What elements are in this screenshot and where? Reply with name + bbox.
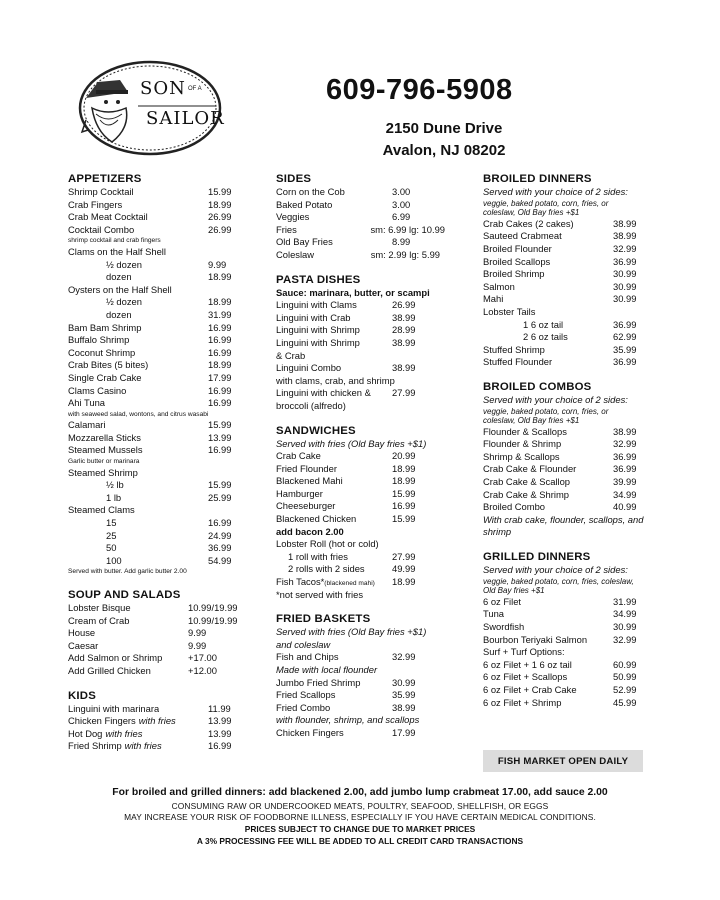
address-line2: Avalon, NJ 08202 [382,142,506,159]
menu-item [276,199,456,212]
menu-item [68,444,250,457]
item-price: 26.99 [208,211,232,223]
section-title-pasta: PASTA DISHES [276,273,361,286]
item-price: 38.99 [392,311,416,323]
item-price: 16.99 [392,500,416,512]
item-name: 6 oz Filet + Shrimp [483,696,562,708]
item-price: 16.99 [208,334,232,346]
menu-item: Old Bay Fries 8.99 [276,236,411,248]
item-price: 3.00 [392,198,411,210]
item-price: 24.99 [208,529,232,541]
item-name: Linguini with Clams [276,299,357,311]
menu-item [68,359,250,372]
item-name: Hot Dog [68,727,103,739]
item-name: Mahi [483,293,504,305]
item-price: 52.99 [613,683,637,695]
section-title-fried: FRIED BASKETS [276,613,371,626]
item-price: 15.99 [392,487,416,499]
item-name: Crab Cake & Shrimp [483,488,569,500]
menu-item [68,432,250,445]
item-price: 13.99 [208,727,232,739]
item-name: 25 [106,529,117,541]
item-price: 9.99 [188,627,207,639]
item-name: Cream of Crab [68,614,130,626]
item-price: 30.99 [613,293,637,305]
item-price: 11.99 [208,702,231,714]
item-price: 18.99 [208,359,232,371]
item-price: 16.99 [208,321,232,333]
pasta-sauce: Sauce: marinara, butter, or scampi [276,286,430,298]
menu-item [276,186,456,199]
item-price: 15.99 [392,513,416,525]
item-name: Broiled Flounder [483,242,552,254]
item-name: Swordfish [483,621,525,632]
item-price: 35.99 [613,343,637,355]
bc-note2: veggie, baked potato, corn, fries, or [483,406,609,416]
menu-item [68,186,250,199]
bc-combo-note1: With crab cake, flounder, scallops, and [483,513,644,525]
item-price: 15.99 [208,419,232,431]
item-name: 6 oz Filet + Scallops [483,671,568,683]
menu-item: Fries sm: 6.99 lg: 10.99 [276,223,445,235]
item-name: 50 [106,542,117,554]
menu-item: dozen 31.99 [106,308,232,320]
item-price: 16.99 [208,397,232,409]
menu-item [483,230,655,243]
menu-item: ½ dozen 18.99 [106,296,232,308]
menu-item [483,356,655,369]
menu-item [68,347,250,360]
menu-item [68,615,250,628]
item-price: 16.99 [208,444,232,456]
surf-turf: Surf + Turf Options: [483,646,565,658]
menu-column-2 [276,172,456,740]
item-price: 16.99 [208,346,232,358]
item-name: Sauteed Crabmeat [483,230,562,242]
menu-item: 1 roll with fries 27.99 [288,550,416,562]
item-price: 38.99 [392,701,416,713]
item-name: Lobster Bisque [68,602,131,613]
menu-item: Fish Tacos*(blackened mahi) 18.99 [276,576,416,588]
menu-item: ½ dozen 9.99 [106,258,227,270]
menu-item [68,652,250,665]
item-name: Mozzarella Sticks [68,431,141,443]
item-name: Crab Cake & Flounder [483,463,577,475]
gr-note2: veggie, baked potato, corn, fries, coleslaw, [483,576,634,586]
menu-item [68,627,250,640]
item-name: Crab Cakes (2 cakes) [483,217,574,229]
item-name: Linguini with Shrimp [276,336,360,348]
menu-item [68,397,250,410]
bc-note1: Served with your choice of 2 sides: [483,393,628,405]
item-name: Fried Scallops [276,689,336,701]
item-price: 38.99 [613,217,637,229]
item-name: Steamed Mussels [68,444,143,456]
menu-item [276,450,456,463]
section-title-appetizers: APPETIZERS [68,173,142,185]
footer-fee: A 3% PROCESSING FEE WILL BE ADDED TO ALL CREDIT CARD TRANSACTIONS [196,836,524,846]
item-name: Blackened Mahi [276,475,343,487]
menu-item [68,334,250,347]
footer-warning-line1: CONSUMING RAW OR UNDERCOOKED MEATS, POULTRY, SEAFOOD, SHELLFISH, OR EGGS [171,801,549,811]
fried-note1: Served with fries (Old Bay fries +$1) [276,626,427,638]
item-name: Ahi Tuna [68,397,106,409]
item-price: 20.99 [392,450,416,462]
bc-note3: coleslaw, Old Bay fries +$1 [483,416,580,426]
item-price: 28.99 [392,324,416,336]
section-title-kids: KIDS [68,689,97,702]
fried-combo-note: with flounder, shrimp, and scallops [276,714,420,726]
butter-note: Served with butter. Add garlic butter 2.00 [68,568,187,576]
menu-item: Coleslaw sm: 2.99 lg: 5.99 [276,248,440,260]
item-name: Fried Flounder [276,462,337,474]
item-name: Broiled Scallops [483,255,551,267]
menu-item [276,475,456,488]
menu-item [483,438,655,451]
item-price: 40.99 [613,501,637,513]
logo [78,58,226,158]
item-price: 36.99 [613,255,637,267]
menu-item [483,501,655,514]
item-name: Add Grilled Chicken [68,664,151,676]
item-price: 30.99 [613,621,637,632]
item-name: Linguini with Shrimp [276,324,360,336]
item-name: Flounder & Shrimp [483,438,562,450]
item-name: Salmon [483,280,515,292]
item-name: Tuna [483,608,505,620]
item-name: Single Crab Cake [68,371,142,383]
menu-item [68,728,250,741]
item-price: 13.99 [208,715,232,727]
menu-item: Fish and Chips 32.99 [276,651,416,663]
add-bacon: add bacon 2.00 [276,525,344,537]
item-name: 6 oz Filet [483,595,522,607]
item-name: Caesar [68,639,99,651]
item-price: 30.99 [613,280,637,292]
pasta-combo-desc: with clams, crab, and shrimp [276,374,395,386]
bd-note1: Served with your choice of 2 sides: [483,186,628,197]
item-price: +12.00 [188,664,217,676]
section-title-sides: SIDES [276,173,312,185]
item-price: 18.99 [392,462,416,474]
address-line1: 2150 Dune Drive [385,120,503,137]
menu-item [68,530,250,543]
item-name: Calamari [68,419,106,431]
menu-column-3 [483,172,655,709]
gr-note3: Old Bay fries +$1 [483,586,545,596]
item-price: 32.99 [613,242,637,254]
item-name: House [68,627,96,639]
menu-item [276,312,456,325]
menu-item [483,256,655,269]
menu-item [483,243,655,256]
menu-item [276,337,456,350]
item-name: 15 [106,517,117,529]
item-price: 35.99 [392,689,416,701]
item-price: 26.99 [208,223,232,235]
menu-column-1 [68,172,250,753]
menu-item [68,703,250,716]
item-price: 31.99 [613,595,637,607]
item-price: 6.99 [392,211,411,223]
phone-number: 609-796-5908 [326,74,513,106]
item-price: +17.00 [188,652,217,664]
lobster-tails: Lobster Tails [483,305,536,317]
item-price: 54.99 [208,554,232,566]
item-price: 30.99 [613,268,637,280]
menu-item [68,542,250,555]
logo-sailor: SAILOR [146,108,225,129]
item-name: Crab Fingers [68,198,123,210]
menu-item [483,451,655,464]
item-price: 34.99 [613,488,637,500]
address [378,118,510,162]
bd-note3: coleslaw, Old Bay fries +$1 [483,208,580,218]
item-price: 16.99 [208,740,232,752]
menu-item: 1 6 oz tail 36.99 [523,318,637,330]
item-name: Add Salmon or Shrimp [68,652,163,664]
bd-note2: veggie, baked potato, corn, fries, or [483,198,609,208]
item-price: 16.99 [208,384,232,396]
item-name: Stuffed Shrimp [483,343,545,355]
section-title-broiled-combos: BROILED COMBOS [483,380,592,393]
menu-item [276,211,456,224]
item-price: 32.99 [613,438,637,450]
menu-item [483,684,655,697]
menu-item: dozen 18.99 [106,271,232,283]
clams-half-shell: Clams on the Half Shell [68,245,166,257]
steamed-shrimp: Steamed Shrimp [68,466,138,478]
footer-warning [40,801,680,823]
menu-item [276,488,456,501]
menu-item [68,715,250,728]
item-price: 34.99 [613,608,637,620]
menu-item [483,596,655,609]
item-price: 30.99 [392,676,416,688]
item-price: 10.99/19.99 [188,614,238,626]
footer-warning-line2: MAY INCREASE YOUR RISK OF FOODBORNE ILLNESS, ESPECIALLY IF YOU HAVE CERTAIN MEDICAL CONDITIONS. [124,812,596,822]
menu-item [68,385,250,398]
item-price: 16.99 [208,517,232,529]
menu-item [276,463,456,476]
menu-item [68,224,250,237]
menu-item [68,640,250,653]
menu-item: ½ lb 15.99 [106,479,232,491]
item-price: 32.99 [613,633,637,645]
menu-item [483,489,655,502]
footer-policy [40,823,680,847]
item-name: Shrimp & Scallops [483,450,560,462]
menu-item [68,602,250,615]
menu-item [483,608,655,621]
item-name: Corn on the Cob [276,186,345,197]
item-name: Crab Cake [276,450,321,462]
item-price: 36.99 [613,450,637,462]
lobster-roll: Lobster Roll (hot or cold) [276,538,379,550]
mussels-note: Garlic butter or marinara [68,458,140,466]
item-name: Hamburger [276,487,323,499]
item-name: Linguini with marinara [68,702,160,714]
menu-item [276,702,456,715]
item-price: 26.99 [392,299,416,311]
item-price: 38.99 [613,425,637,437]
menu-item [68,199,250,212]
item-price: 39.99 [613,476,637,488]
menu-item [276,299,456,312]
menu-item [276,513,456,526]
pasta-and-crab: & Crab [276,349,306,361]
menu-item [68,740,250,753]
item-name: Bam Bam Shrimp [68,321,142,333]
item-price: 60.99 [613,658,637,670]
item-price: 9.99 [188,639,207,651]
item-price: 10.99/19.99 [188,602,238,613]
section-title-soup: SOUP AND SALADS [68,589,181,601]
item-name: 6 oz Filet + Crab Cake [483,683,577,695]
item-name: Flounder & Scallops [483,425,567,437]
menu-item [68,665,250,678]
menu-item [276,324,456,337]
item-price: 17.99 [208,371,232,383]
logo-son: SON [140,78,186,99]
menu-item: 1 lb 25.99 [106,491,232,503]
item-price: 3.00 [392,186,411,197]
menu-item [483,426,655,439]
item-name: Crab Meat Cocktail [68,211,148,223]
menu-item [68,211,250,224]
menu-item [483,293,655,306]
bc-combo-note2: shrimp [483,526,512,538]
menu-item [483,218,655,231]
menu-item [68,419,250,432]
item-price: 36.99 [613,356,637,368]
menu-item [483,463,655,476]
pasta-chicken-desc: broccoli (alfredo) [276,399,346,411]
oysters-half-shell: Oysters on the Half Shell [68,283,172,295]
menu-item [483,268,655,281]
item-name: 6 oz Filet + 1 6 oz tail [483,658,572,670]
logo-of-a: OF A [188,86,202,92]
section-title-grilled: GRILLED DINNERS [483,551,591,564]
item-name: Fried Combo [276,701,331,713]
menu-item [483,697,655,710]
item-name: Veggies [276,211,310,223]
menu-item [483,634,655,647]
item-name: Buffalo Shrimp [68,334,130,346]
item-name: Stuffed Flounder [483,356,553,368]
item-name: Blackened Chicken [276,513,357,525]
combo-note: shrimp cocktail and crab fingers [68,237,161,245]
item-name: Crab Cake & Scallop [483,476,571,488]
fish-market-badge: FISH MARKET OPEN DAILY [483,750,643,772]
item-name: Baked Potato [276,198,333,210]
menu-item [276,500,456,513]
menu-item: Linguini Combo 38.99 [276,362,416,374]
menu-item [483,281,655,294]
item-name: Linguini with Crab [276,311,351,323]
section-title-sandwiches: SANDWICHES [276,424,356,437]
item-price: 13.99 [208,431,232,443]
menu-item [483,671,655,684]
item-name: Broiled Combo [483,501,546,513]
fried-note2: and coleslaw [276,638,331,650]
item-extra: with fries [138,715,176,727]
item-extra: with fries [124,740,162,752]
gr-note1: Served with your choice of 2 sides: [483,564,628,576]
menu-item: Linguini with chicken & 27.99 [276,387,416,399]
item-name: Broiled Shrimp [483,268,545,280]
item-name: Coconut Shrimp [68,346,136,358]
item-name: Bourbon Teriyaki Salmon [483,633,588,645]
menu-item [483,476,655,489]
ahi-note: with seaweed salad, wontons, and citrus wasabi [68,410,209,418]
menu-item [483,344,655,357]
steamed-clams: Steamed Clams [68,504,135,516]
item-price: 18.99 [392,475,416,487]
item-name: Shrimp Cocktail [68,186,134,197]
item-name: Jumbo Fried Shrimp [276,676,361,688]
item-name: Crab Bites (5 bites) [68,359,149,371]
item-price: 45.99 [613,696,637,708]
sandwich-note: Served with fries (Old Bay fries +$1) [276,437,427,449]
item-name: Cheeseburger [276,500,336,512]
menu-item [276,689,456,702]
menu-item [68,372,250,385]
menu-item: 2 rolls with 2 sides 49.99 [288,563,416,575]
fish-note: Made with local flounder [276,664,378,675]
footer-prices: PRICES SUBJECT TO CHANGE DUE TO MARKET PRICES [244,824,476,834]
item-extra: with fries [105,727,143,739]
item-price: 18.99 [208,198,232,210]
menu-item [483,659,655,672]
menu-item: Chicken Fingers 17.99 [276,726,416,738]
item-price: 50.99 [613,671,637,683]
item-price: 38.99 [392,336,416,348]
item-name: Cocktail Combo [68,223,135,235]
item-name: Chicken Fingers [68,715,136,727]
menu-item [483,621,655,634]
item-price: 36.99 [613,463,637,475]
item-price: 15.99 [208,186,232,197]
not-served-note: *not served with fries [276,588,364,600]
menu-item [68,555,250,568]
menu-item [68,517,250,530]
item-price: 38.99 [613,230,637,242]
menu-item [276,677,456,690]
footer-addons: For broiled and grilled dinners: add blackened 2.00, add jumbo lump crabmeat 17.00, add sauce 2.00 [112,787,608,798]
item-name: 100 [106,554,122,566]
menu-item: 2 6 oz tails 62.99 [523,331,637,343]
menu-item [68,322,250,335]
section-title-broiled-dinners: BROILED DINNERS [483,173,592,185]
item-price: 36.99 [208,542,232,554]
item-name: Fried Shrimp [68,740,122,752]
item-name: Clams Casino [68,384,127,396]
